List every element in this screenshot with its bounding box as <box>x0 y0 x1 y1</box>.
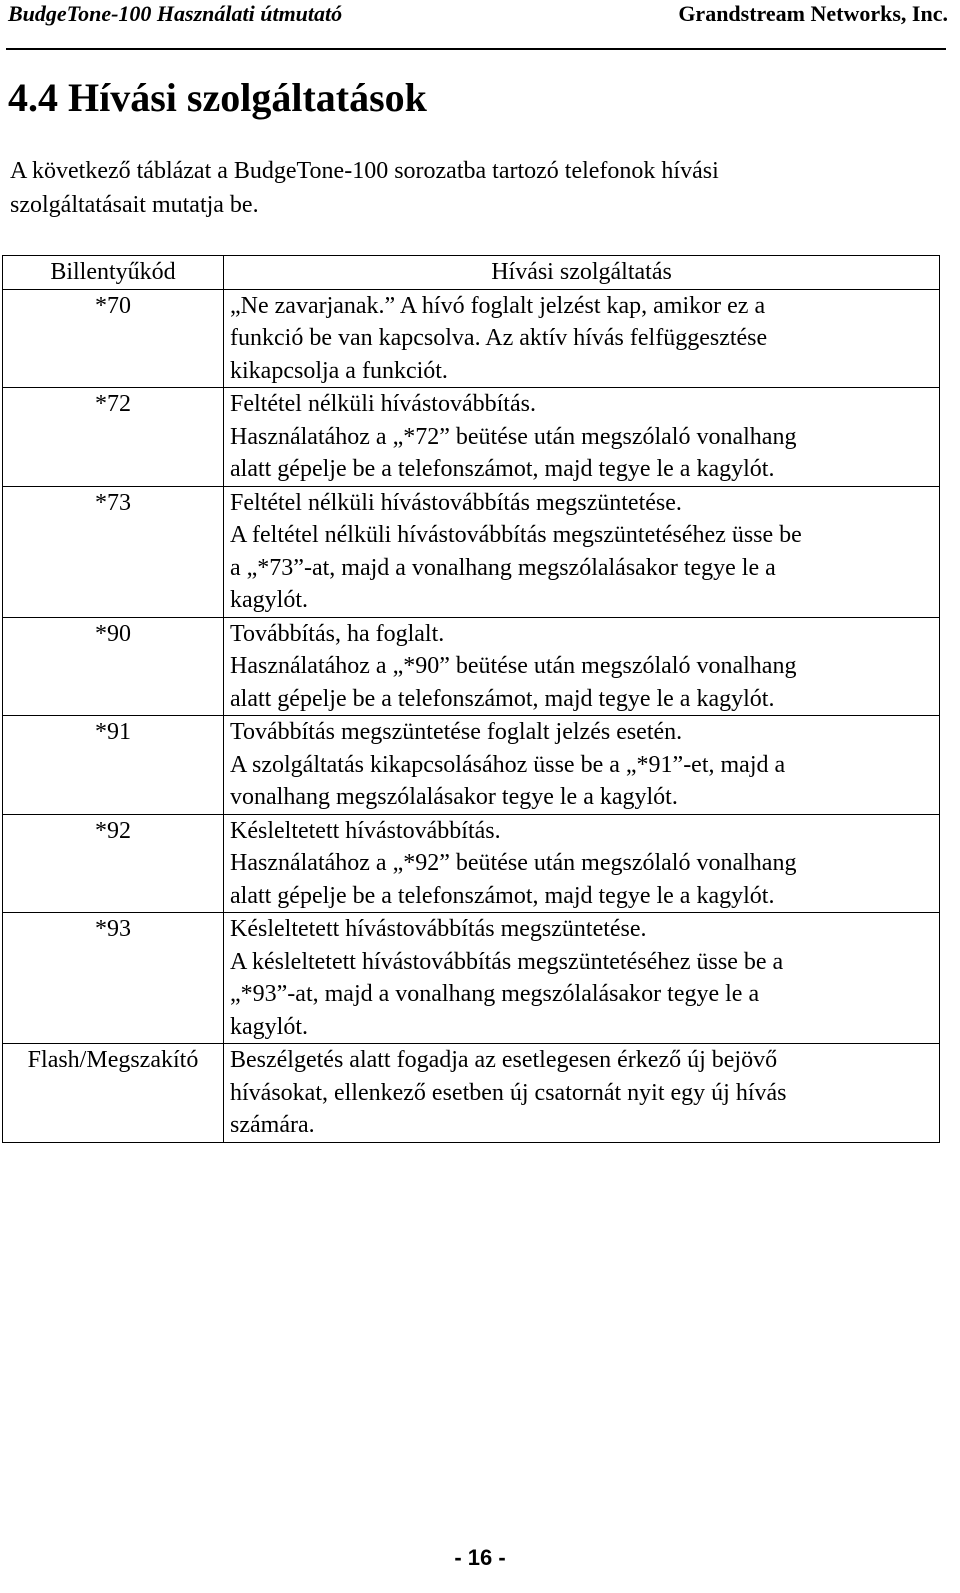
table-row <box>3 716 940 815</box>
key-code-cell: *70 <box>3 289 224 388</box>
description-line: alatt gépelje be a telefonszámot, majd tegye le a kagylót. <box>230 685 775 712</box>
header-divider <box>6 48 946 50</box>
description-line: hívásokat, ellenkező esetben új csatornát nyit egy új hívás <box>230 1079 787 1106</box>
column-header-key-code: Billentyűkód <box>3 256 224 290</box>
header-document-title: BudgeTone-100 Használati útmutató <box>8 1 343 26</box>
key-code-cell: *93 <box>3 913 224 1044</box>
service-description-cell <box>224 913 940 1044</box>
table-row <box>3 1044 940 1143</box>
service-description-cell <box>224 289 940 388</box>
description-line: alatt gépelje be a telefonszámot, majd tegye le a kagylót. <box>230 882 775 909</box>
intro-line: A következő táblázat a BudgeTone-100 sorozatba tartozó telefonok hívási <box>10 158 719 184</box>
key-code-cell: *92 <box>3 814 224 913</box>
description-line: kagylót. <box>230 587 308 613</box>
description-line: Használatához a „*90” beütése után megszólaló vonalhang <box>230 653 797 679</box>
description-line: számára. <box>230 1112 315 1138</box>
description-line: kagylót. <box>230 1013 308 1040</box>
description-line: Késleltetett hívástovábbítás. <box>230 817 501 844</box>
page-number: - 16 - <box>454 1545 506 1570</box>
column-header-service: Hívási szolgáltatás <box>224 256 940 290</box>
service-description-cell <box>224 486 940 617</box>
description-line: alatt gépelje be a telefonszámot, majd tegye le a kagylót. <box>230 456 775 482</box>
service-description-cell <box>224 814 940 913</box>
description-line: vonalhang megszólalásakor tegye le a kagylót. <box>230 784 678 810</box>
key-code-cell: *72 <box>3 388 224 487</box>
section-title: 4.4 Hívási szolgáltatások <box>8 75 427 120</box>
service-description-cell <box>224 716 940 815</box>
table-row <box>3 913 940 1044</box>
intro-paragraph <box>10 154 940 222</box>
description-line: Továbbítás megszüntetése foglalt jelzés esetén. <box>230 719 683 745</box>
description-line: „Ne zavarjanak.” A hívó foglalt jelzést kap, amikor ez a <box>230 292 766 319</box>
table-row <box>3 814 940 913</box>
service-description-cell <box>224 617 940 716</box>
key-code-cell: *91 <box>3 716 224 815</box>
description-line: Feltétel nélküli hívástovábbítás. <box>230 391 536 417</box>
description-line: funkció be van kapcsolva. Az aktív hívás felfüggesztése <box>230 325 768 351</box>
key-code-cell: *90 <box>3 617 224 716</box>
call-services-table <box>2 255 940 1143</box>
description-line: A feltétel nélküli hívástovábbítás megszüntetéséhez üsse be <box>230 522 802 548</box>
description-line: A szolgáltatás kikapcsolásához üsse be a „*91”-et, majd a <box>230 751 786 778</box>
description-line: Használatához a „*92” beütése után megszólaló vonalhang <box>230 850 797 876</box>
service-description-cell <box>224 388 940 487</box>
description-line: A késleltetett hívástovábbítás megszüntetéséhez üsse be a <box>230 948 784 975</box>
key-code-cell: *73 <box>3 486 224 617</box>
description-line: Beszélgetés alatt fogadja az esetlegesen érkező új bejövő <box>230 1047 778 1073</box>
key-code-cell: Flash/Megszakító <box>3 1044 224 1143</box>
description-line: Késleltetett hívástovábbítás megszüntetése. <box>230 916 647 942</box>
description-line: kikapcsolja a funkciót. <box>230 357 448 384</box>
description-line: „*93”-at, majd a vonalhang megszólalásakor tegye le a <box>230 981 760 1007</box>
description-line: Feltétel nélküli hívástovábbítás megszüntetése. <box>230 489 682 516</box>
intro-line: szolgáltatásait mutatja be. <box>10 192 259 218</box>
table-header-row <box>3 256 940 290</box>
table-row <box>3 617 940 716</box>
description-line: a „*73”-at, majd a vonalhang megszólalásakor tegye le a <box>230 554 776 581</box>
header-company-name: Grandstream Networks, Inc. <box>678 1 948 26</box>
description-line: Használatához a „*72” beütése után megszólaló vonalhang <box>230 423 797 450</box>
table-row <box>3 289 940 388</box>
table-row <box>3 388 940 487</box>
service-description-cell <box>224 1044 940 1143</box>
page-header <box>8 0 948 32</box>
table-row <box>3 486 940 617</box>
table-body <box>3 289 940 1142</box>
description-line: Továbbítás, ha foglalt. <box>230 620 445 647</box>
